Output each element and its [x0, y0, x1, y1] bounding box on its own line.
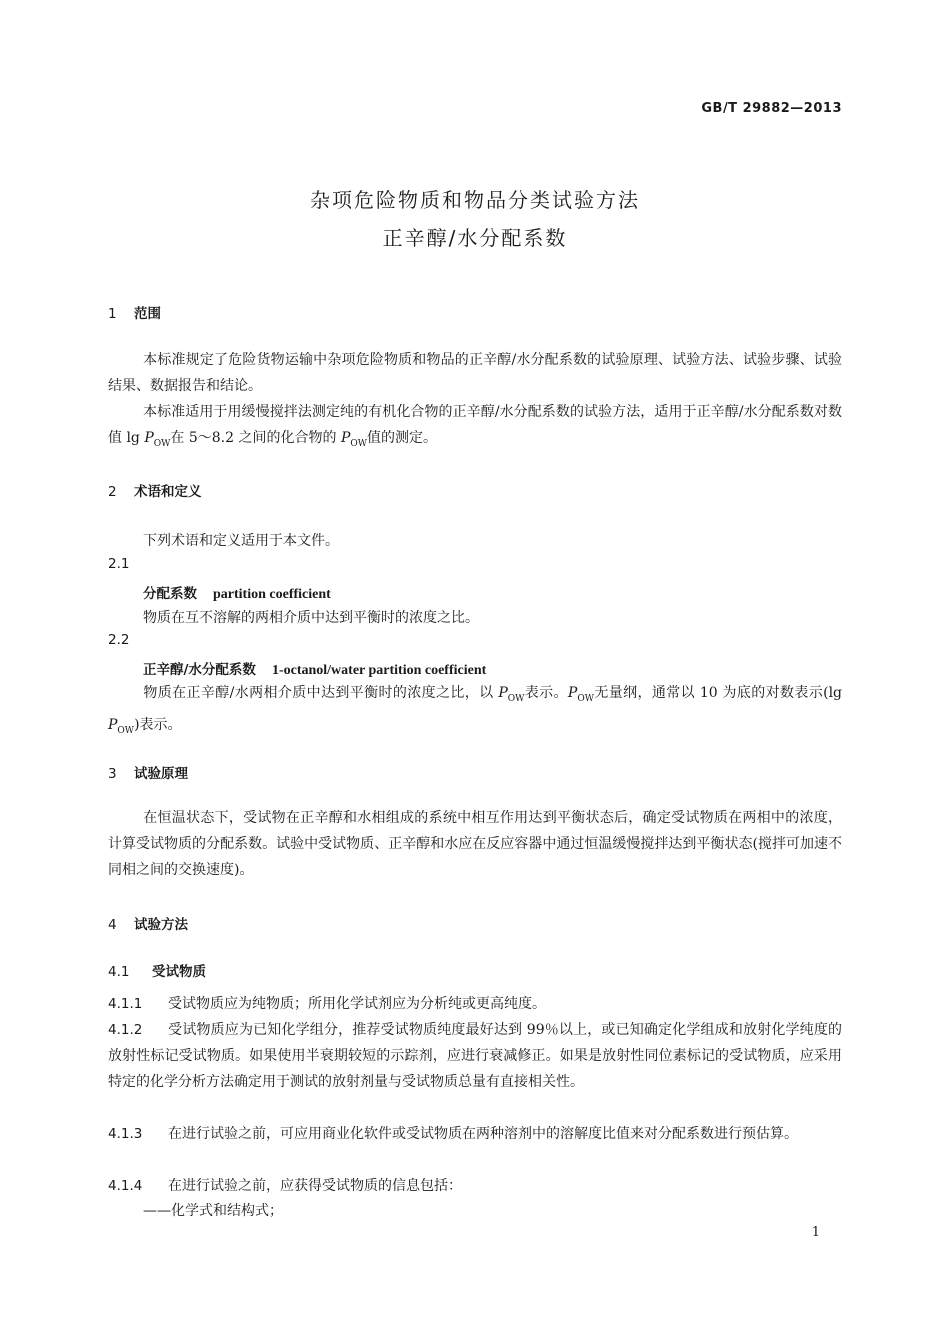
clause-number: 4.1.4: [108, 1178, 143, 1194]
paragraph-text: 物质在正辛醇/水两相介质中达到平衡时的浓度之比，以: [143, 685, 499, 701]
clause-4-1-4: [108, 1173, 842, 1199]
section-number: 4: [108, 917, 117, 933]
section-title: 术语和定义: [134, 484, 202, 500]
principle-paragraph: [108, 805, 842, 883]
symbol-sub: OW: [577, 693, 594, 704]
standard-code: GB/T 29882—2013: [701, 101, 842, 116]
term-en: partition coefficient: [213, 587, 331, 602]
symbol-sub: OW: [117, 725, 135, 736]
scope-paragraph-2: [108, 399, 842, 457]
paragraph-text: )表示。: [134, 716, 182, 733]
term-cn: 正辛醇/水分配系数: [143, 662, 256, 678]
clause-number: 4.1.1: [108, 996, 143, 1012]
clause-text: 在进行试验之前，应获得受试物质的信息包括：: [168, 1178, 462, 1194]
clause-4-1-1: [108, 991, 842, 1017]
document-title: 杂项危险物质和物品分类试验方法: [310, 188, 640, 212]
clause-text: 受试物质应为已知化学组分，推荐受试物质纯度最好达到 99％以上，或已知确定化学组成和放射化学纯度的放射性标记受试物质。如果使用半衰期较短的示踪剂，应进行衰减修正。如果是放射性同位素标记的受试物质，应采用特定的化学分析方法确定用于测试的放射剂量与受试物质总量有直接相关性。: [108, 1022, 842, 1090]
subsection-title: 受试物质: [152, 964, 206, 980]
symbol-p: P: [567, 685, 578, 701]
symbol-sub: OW: [153, 438, 171, 449]
term-2-1-definition: 物质在互不溶解的两相介质中达到平衡时的浓度之比。: [143, 610, 479, 626]
paragraph-text: 本标准规定了危险货物运输中杂项危险物质和物品的正辛醇/水分配系数的试验原理、试验方法、试验步骤、试验结果、数据报告和结论。: [108, 352, 842, 394]
symbol-p: P: [108, 716, 118, 733]
section-number: 3: [108, 766, 117, 782]
section-4-heading: [108, 913, 188, 933]
paragraph-text: 在恒温状态下，受试物在正辛醇和水相组成的系统中相互作用达到平衡状态后，确定受试物质在两相中的浓度，计算受试物质的分配系数。试验中受试物质、正辛醇和水应在反应容器中通过恒温缓慢搅拌达到平衡状态(搅拌可加速不同相之间的交换速度)。: [108, 810, 842, 878]
term-2-2: [143, 658, 486, 679]
section-title: 试验原理: [134, 766, 188, 782]
clause-number: 4.1.2: [108, 1022, 143, 1038]
section-1-heading: [108, 302, 161, 322]
document-subtitle: 正辛醇/水分配系数: [382, 226, 568, 250]
terms-intro: 下列术语和定义适用于本文件。: [143, 533, 339, 549]
section-2-heading: [108, 480, 202, 500]
paragraph-text: 表示。: [524, 685, 568, 701]
clause-number: 4.1.3: [108, 1126, 143, 1142]
paragraph-text: 在 5～8.2 之间的化合物的: [170, 430, 341, 446]
page-number: 1: [811, 1225, 820, 1240]
clause-text: 受试物质应为纯物质；所用化学试剂应为分析纯或更高纯度。: [168, 996, 546, 1012]
symbol-sub: OW: [350, 438, 367, 449]
section-number: 2: [108, 484, 117, 500]
clause-4-1-2: [108, 1017, 842, 1095]
subsection-4-1-heading: [108, 960, 206, 980]
term-2-2-definition: [108, 680, 842, 744]
symbol-p: P: [144, 430, 154, 446]
section-number: 1: [108, 306, 117, 322]
term-en: 1-octanol/water partition coefficient: [271, 663, 487, 678]
paragraph-text: 本标准适用于用缓慢搅拌法测定纯的有机化合物的正辛醇/水分配系数的试验方法，适用于正辛醇/水分配系数对数值 lg: [108, 404, 842, 446]
section-title: 范围: [134, 306, 161, 322]
term-2-2-number: 2.2: [108, 632, 130, 648]
symbol-p: P: [340, 430, 351, 446]
paragraph-text: 值的测定。: [367, 430, 437, 446]
section-title: 试验方法: [134, 917, 188, 933]
subsection-number: 4.1: [108, 964, 130, 980]
list-item: ——化学式和结构式；: [143, 1203, 283, 1219]
clause-text: 在进行试验之前，可应用商业化软件或受试物质在两种溶剂中的溶解度比值来对分配系数进行预估算。: [168, 1126, 798, 1142]
scope-paragraph-1: [108, 347, 842, 399]
term-2-1-number: 2.1: [108, 556, 130, 572]
symbol-p: P: [498, 685, 508, 701]
clause-4-1-3: [108, 1121, 842, 1147]
term-cn: 分配系数: [143, 586, 197, 602]
paragraph-text: 无量纲，通常以 10 为底的对数表示(lg: [593, 685, 843, 701]
term-2-1: [143, 582, 331, 603]
symbol-sub: OW: [507, 693, 525, 704]
section-3-heading: [108, 762, 188, 782]
